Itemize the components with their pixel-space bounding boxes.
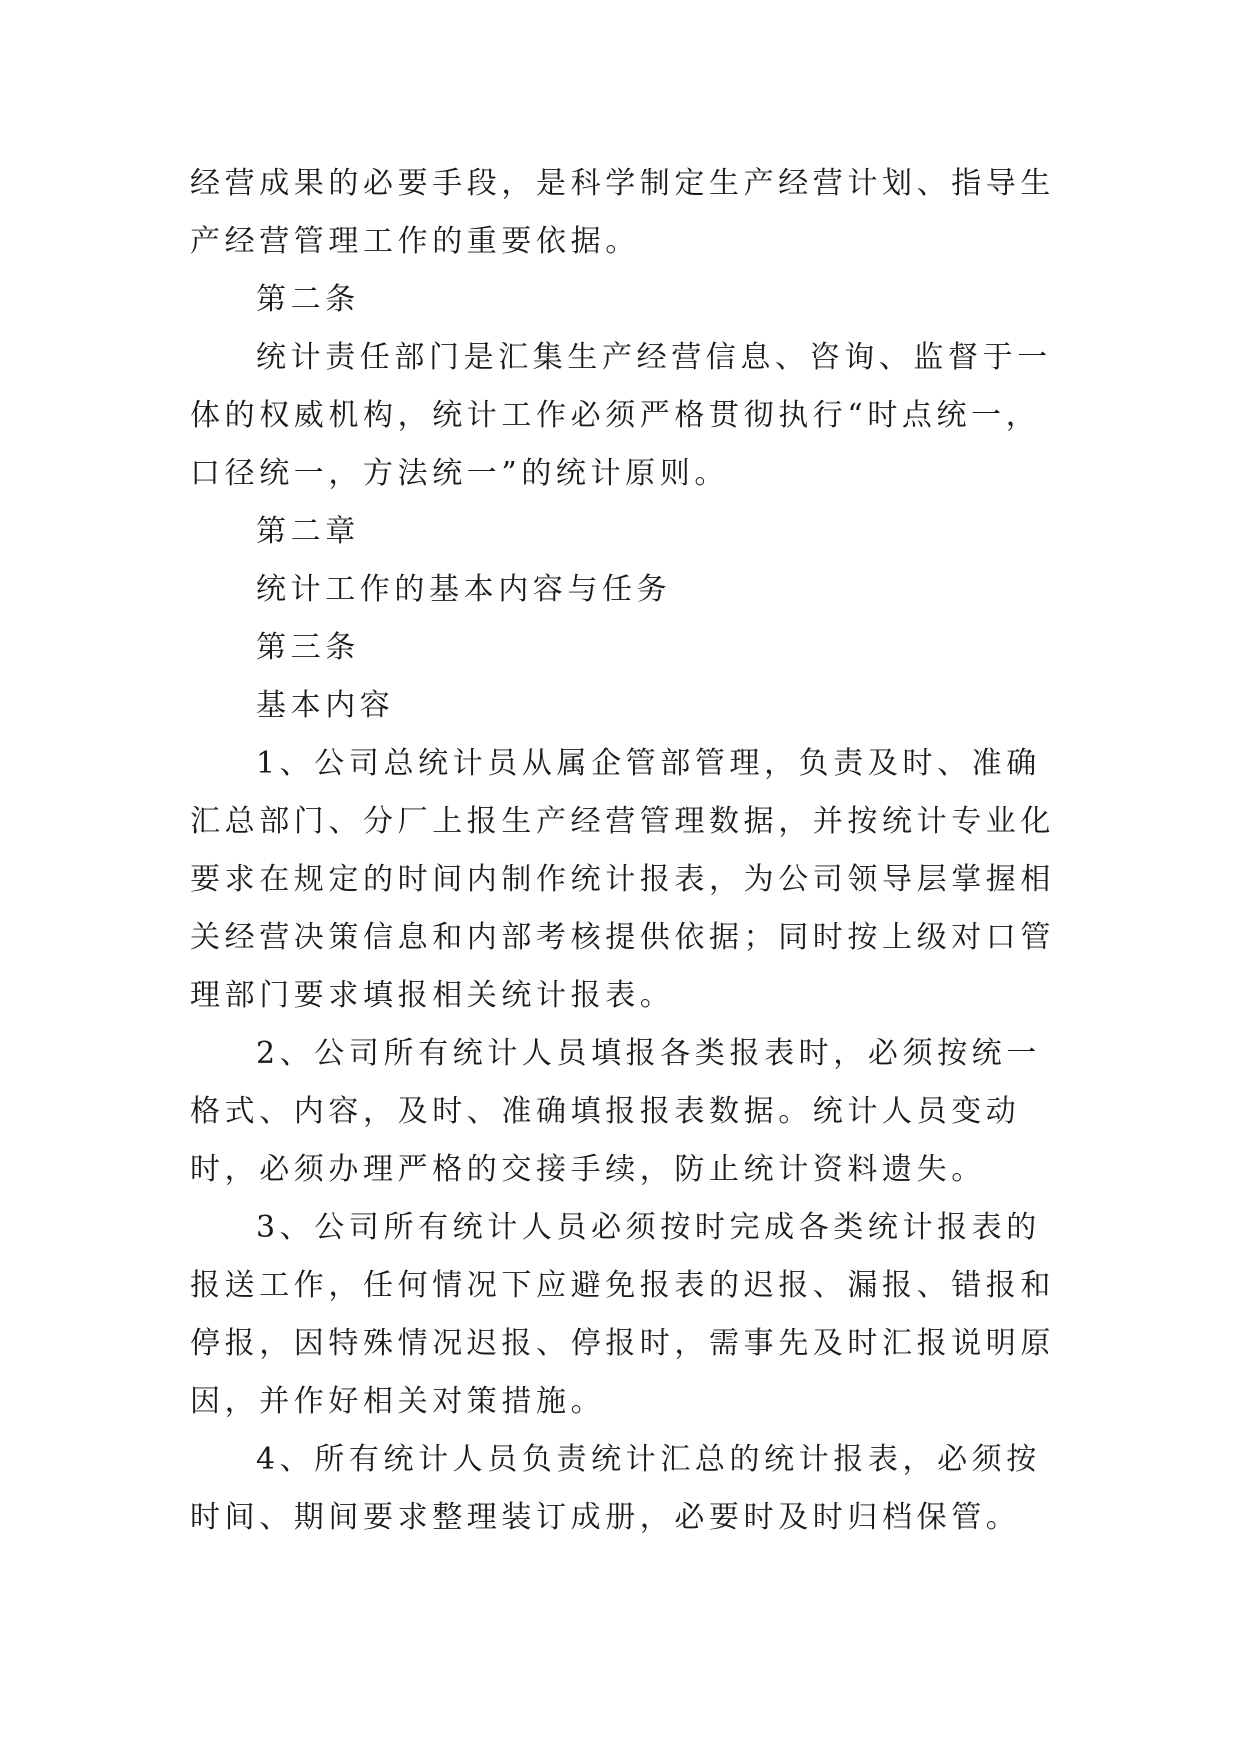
chapter-title: 统计工作的基本内容与任务	[256, 572, 672, 607]
list-item-4: 4、所有统计人员负责统计汇总的统计报表，必须按时间、期间要求整理装订成册，必要时及时归档保管。	[190, 1442, 1041, 1535]
list-item-1: 1、公司总统计员从属企管部管理，负责及时、准确汇总部门、分厂上报生产经营管理数据，并按统计专业化要求在规定的时间内制作统计报表，为公司领导层掌握相关经营决策信息和内部考核提供依据；同时按上级对口管理部门要求填报相关统计报表。	[190, 746, 1055, 1013]
list-item-3: 3、公司所有统计人员必须按时完成各类统计报表的报送工作，任何情况下应避免报表的迟报、漏报、错报和停报，因特殊情况迟报、停报时，需事先及时汇报说明原因，并作好相关对策措施。	[190, 1210, 1055, 1419]
article-heading-3: 第三条	[256, 630, 360, 665]
article-heading-2: 第二条	[256, 282, 360, 317]
paragraph-continuation: 经营成果的必要手段，是科学制定生产经营计划、指导生产经营管理工作的重要依据。	[190, 166, 1055, 259]
chapter-heading-2: 第二章	[256, 514, 360, 549]
paragraph-article-2: 统计责任部门是汇集生产经营信息、咨询、监督于一体的权威机构，统计工作必须严格贯彻执行“时点统一，口径统一，方法统一”的统计原则。	[190, 340, 1052, 491]
section-heading: 基本内容	[256, 688, 395, 723]
list-item-2: 2、公司所有统计人员填报各类报表时，必须按统一格式、内容，及时、准确填报报表数据。统计人员变动时，必须办理严格的交接手续，防止统计资料遗失。	[190, 1036, 1041, 1187]
document-body	[190, 155, 1055, 1547]
